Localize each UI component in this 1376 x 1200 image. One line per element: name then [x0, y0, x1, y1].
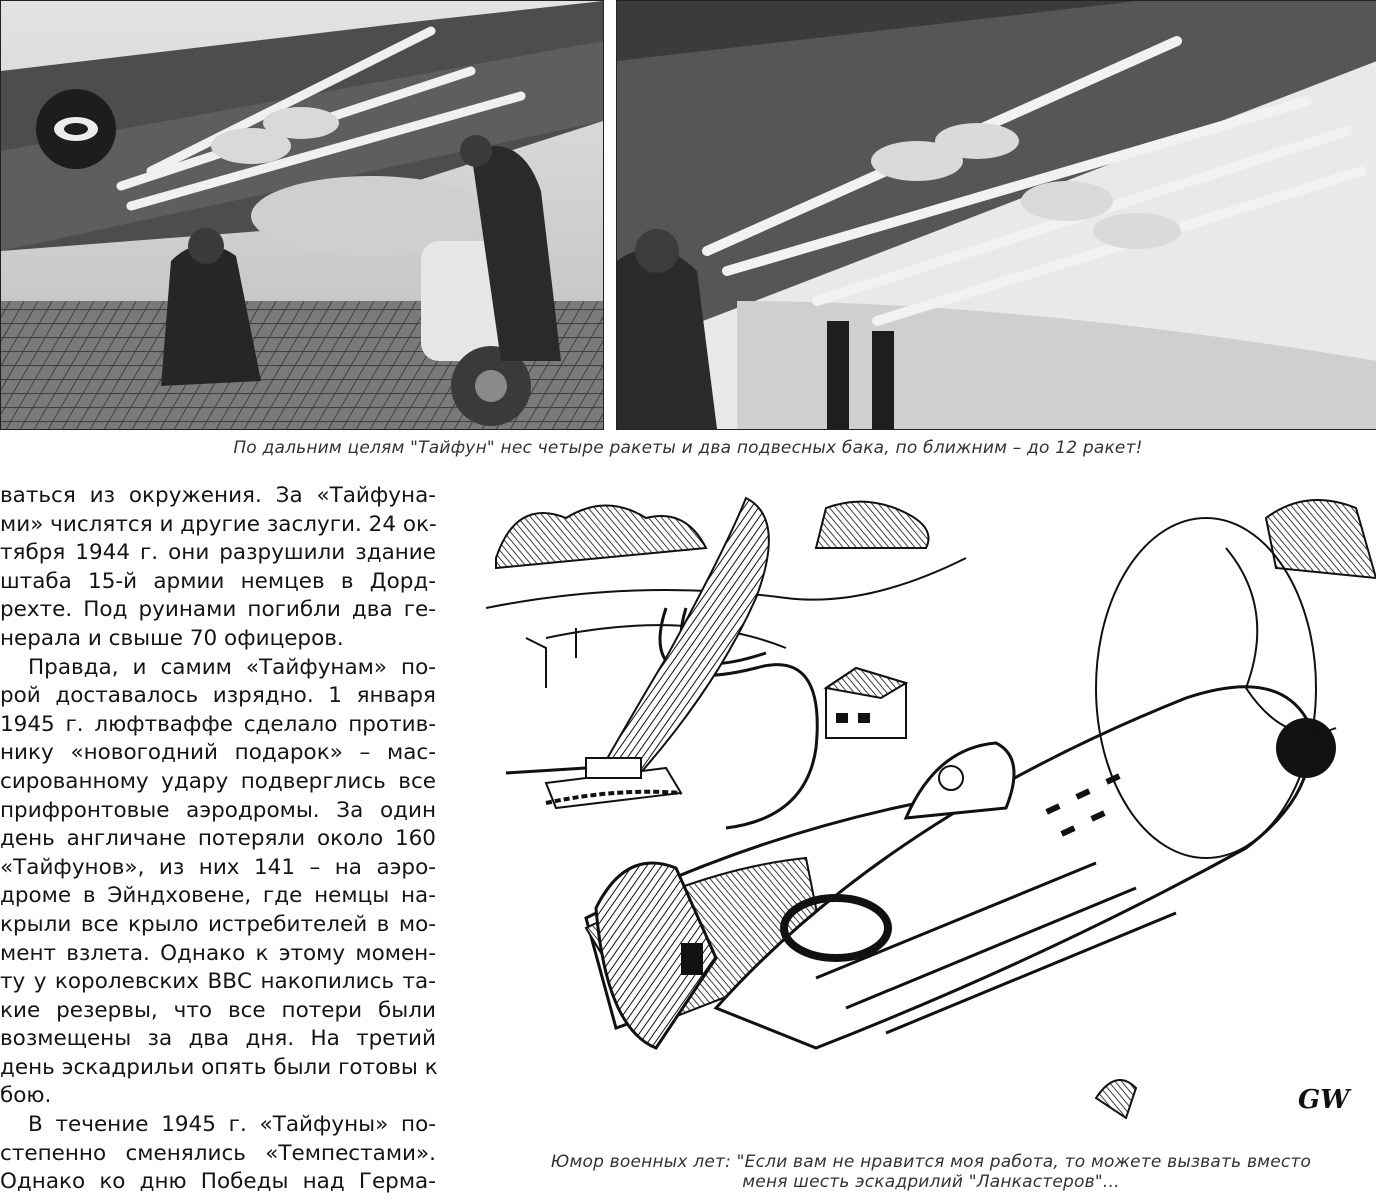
- article-line: Правда, и самим «Тайфунам» по-: [28, 654, 436, 680]
- article-line: мент взлета. Однако к этому момен-: [0, 940, 436, 966]
- photo-right-illustration: [617, 1, 1376, 429]
- cartoon-signature: GW: [1298, 1085, 1350, 1115]
- article-line: нику «новогодний подарок» – мас-: [0, 740, 436, 766]
- article-line: 1945 г. люфтваффе сделало против-: [0, 711, 436, 737]
- article-line: дроме в Эйндховене, где немцы на-: [0, 883, 436, 909]
- article-line: рехте. Под руинами погибли два ге-: [0, 597, 436, 623]
- article-line: крыли все крыло истребителей в мо-: [0, 911, 436, 937]
- caption-bottom-line: Юмор военных лет: "Если вам не нравится моя работа, то можете вызвать вместо: [550, 1152, 1312, 1172]
- article-line: возмещены за два дня. На третий: [0, 1026, 436, 1052]
- caption-bottom: [486, 1152, 1376, 1192]
- article-line: бою.: [0, 1083, 52, 1109]
- article-line: ваться из окружения. За «Тайфуна-: [0, 483, 436, 508]
- photo-left-illustration: [1, 1, 603, 429]
- article-line: кие резервы, что все потери были: [0, 997, 436, 1023]
- article-line: «Тайфунов», из них 141 – на аэро-: [0, 854, 436, 880]
- article-line: сированному удару подверглись все: [0, 768, 436, 794]
- article-line: ту у королевских ВВС накопились та-: [0, 969, 436, 995]
- article-line: нерала и свыше 70 офицеров.: [0, 625, 344, 651]
- photo-right: [616, 0, 1376, 430]
- article-line: день эскадрильи опять были готовы к: [0, 1054, 438, 1080]
- article-line: В течение 1945 г. «Тайфуны» по-: [28, 1112, 436, 1138]
- article-line: день англичане потеряли около 160: [0, 826, 436, 852]
- article-line: ми» числятся и другие заслуги. 24 ок-: [0, 511, 437, 537]
- article-line: Однако ко дню Победы над Герма-: [0, 1169, 436, 1195]
- article-line: рой доставалось изрядно. 1 января: [0, 683, 436, 709]
- article-body: [0, 482, 436, 1197]
- cartoon-drawing: [486, 488, 1376, 1142]
- caption-top: По дальним целям "Тайфун" нес четыре ракеты и два подвесных бака, по ближним – до 12 ракет!: [233, 438, 1143, 458]
- photo-left: [0, 0, 604, 430]
- caption-bottom-line: меня шесть эскадрилий "Ланкастеров"...: [742, 1172, 1120, 1192]
- article-line: степенно сменялись «Темпестами».: [0, 1140, 436, 1166]
- article-line: штаба 15-й армии немцев в Дорд-: [0, 568, 436, 594]
- article-line: прифронтовые аэродромы. За один: [0, 797, 436, 823]
- article-line: тября 1944 г. они разрушили здание: [0, 540, 436, 566]
- cartoon-illustration: [486, 488, 1376, 1142]
